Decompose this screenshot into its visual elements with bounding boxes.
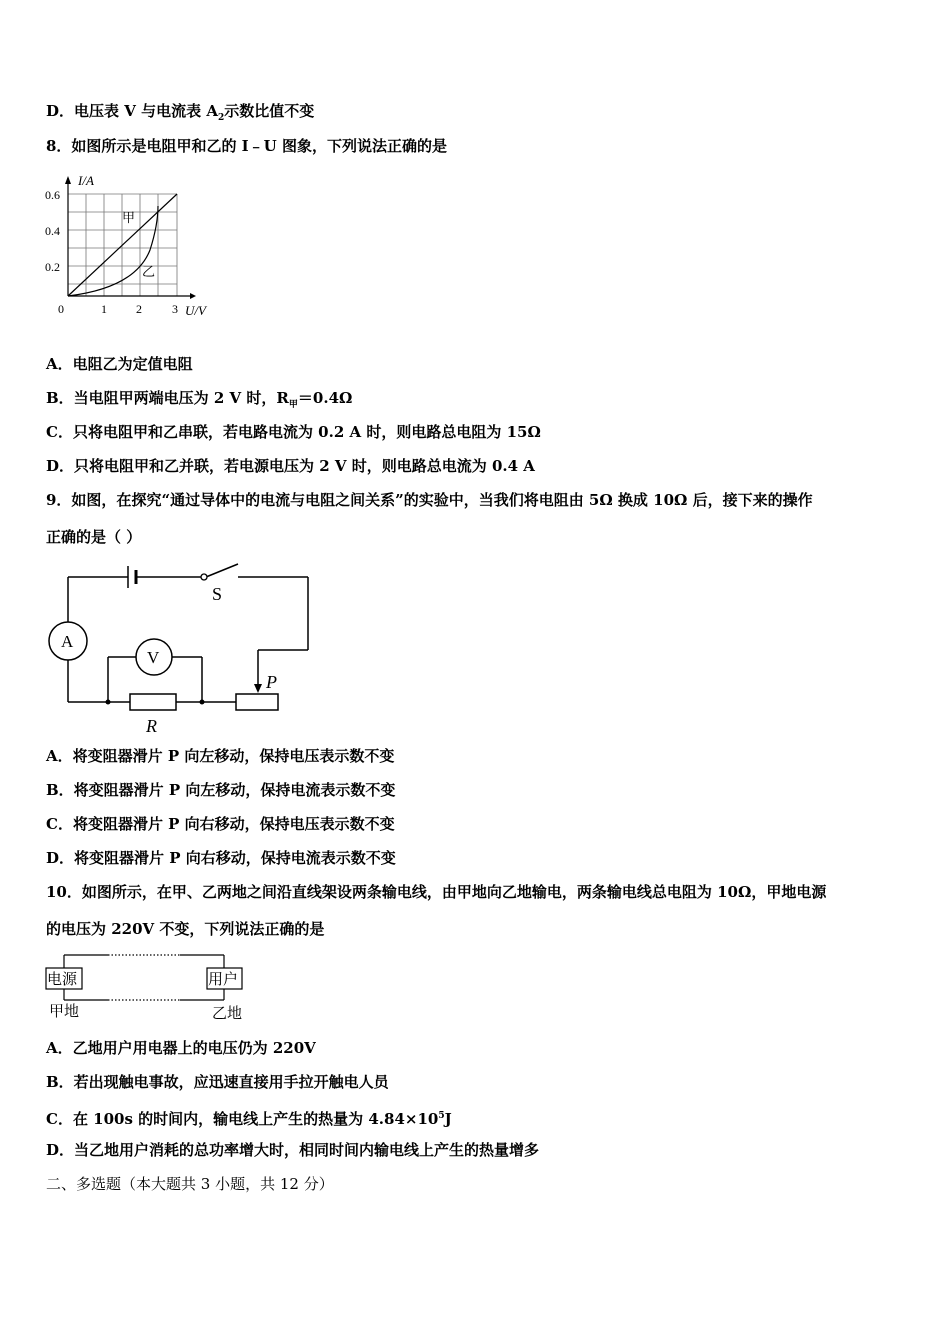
q7-option-d: D．电压表 V 与电流表 $A_2$示数比值不变 <box>46 102 315 123</box>
q8-option-b: B．当电阻甲两端电压为 2 V 时，$R_甲=0.4\Omega$ <box>46 389 353 410</box>
x-axis-arrow <box>190 293 196 299</box>
q10-option-c: C．在 100s 的时间内，输电线上产生的热量为 $4.84\times 10^5J$ <box>46 1110 452 1128</box>
q8-option-d: D．只将电阻甲和乙并联，若电源电压为 2 V 时，则电路总电流为 0.4 A <box>46 457 535 475</box>
junction-dot <box>200 700 205 705</box>
q10-stem-line1: 10．如图所示，在甲、乙两地之间沿直线架设两条输电线，由甲地向乙地输电，两条输电线总电阻为 10Ω，甲地电源 <box>46 883 827 901</box>
resistor-label: R <box>146 716 157 736</box>
q10-stem-line2: 的电压为 220V 不变，下列说法正确的是 <box>46 920 325 938</box>
switch-label: S <box>212 584 223 604</box>
y-tick: 0.2 <box>45 260 60 274</box>
power-source-box: 电源 <box>47 972 78 988</box>
place-yi-label: 乙地 <box>212 1006 243 1022</box>
q9-stem-line1: 9．如图，在探究“通过导体中的电流与电阻之间关系”的实验中，当我们将电阻由 5Ω 换成 10Ω 后，接下来的操作 <box>46 491 813 509</box>
q8-option-c: C．只将电阻甲和乙串联，若电路电流为 0.2 A 时，则电路总电阻为 15Ω <box>46 423 541 441</box>
q10-option-d: D．当乙地用户消耗的总功率增大时，相同时间内输电线上产生的热量增多 <box>46 1141 540 1159</box>
iu-graph <box>40 170 220 320</box>
section-heading-multiple-choice: 二、多选题（本大题共 3 小题，共 12 分） <box>46 1175 334 1193</box>
q9-option-c: C．将变阻器滑片 P 向右移动，保持电压表示数不变 <box>46 815 395 833</box>
switch-pivot <box>201 574 207 580</box>
x-tick: 2 <box>136 302 142 316</box>
curve-jia-label: 甲 <box>122 210 136 225</box>
slider-arrow <box>254 684 262 693</box>
q10-option-a: A．乙地用户用电器上的电压仍为 220V <box>46 1039 316 1057</box>
junction-dot <box>106 700 111 705</box>
circuit-diagram <box>40 560 330 740</box>
y-tick: 0.6 <box>45 188 60 202</box>
y-axis-arrow <box>65 176 71 184</box>
place-jia-label: 甲地 <box>49 1004 80 1020</box>
q8-stem: 8．如图所示是电阻甲和乙的 I﹣U 图象，下列说法正确的是 <box>46 137 447 155</box>
q9-option-a: A．将变阻器滑片 P 向左移动，保持电压表示数不变 <box>46 747 395 765</box>
y-axis-label: I/A <box>78 173 94 188</box>
q10-option-b: B．若出现触电事故，应迅速直接用手拉开触电人员 <box>46 1073 389 1091</box>
q9-option-b: B．将变阻器滑片 P 向左移动，保持电流表示数不变 <box>46 781 396 799</box>
x-axis-label: U/V <box>185 303 206 318</box>
x-tick: 1 <box>101 302 107 316</box>
voltmeter-symbol: V <box>147 648 160 667</box>
transmission-diagram <box>40 950 250 1022</box>
user-box: 用户 <box>208 972 239 988</box>
q8-option-a: A．电阻乙为定值电阻 <box>46 355 193 373</box>
curve-yi-line <box>68 206 158 296</box>
x-tick: 3 <box>172 302 178 316</box>
origin-label: 0 <box>58 302 64 316</box>
curve-yi-label: 乙 <box>142 264 156 279</box>
q9-stem-line2: 正确的是（ ） <box>46 528 142 546</box>
y-tick: 0.4 <box>45 224 60 238</box>
q9-option-d: D．将变阻器滑片 P 向右移动，保持电流表示数不变 <box>46 849 396 867</box>
slider-label: P <box>266 672 277 692</box>
ammeter-symbol: A <box>61 632 74 651</box>
